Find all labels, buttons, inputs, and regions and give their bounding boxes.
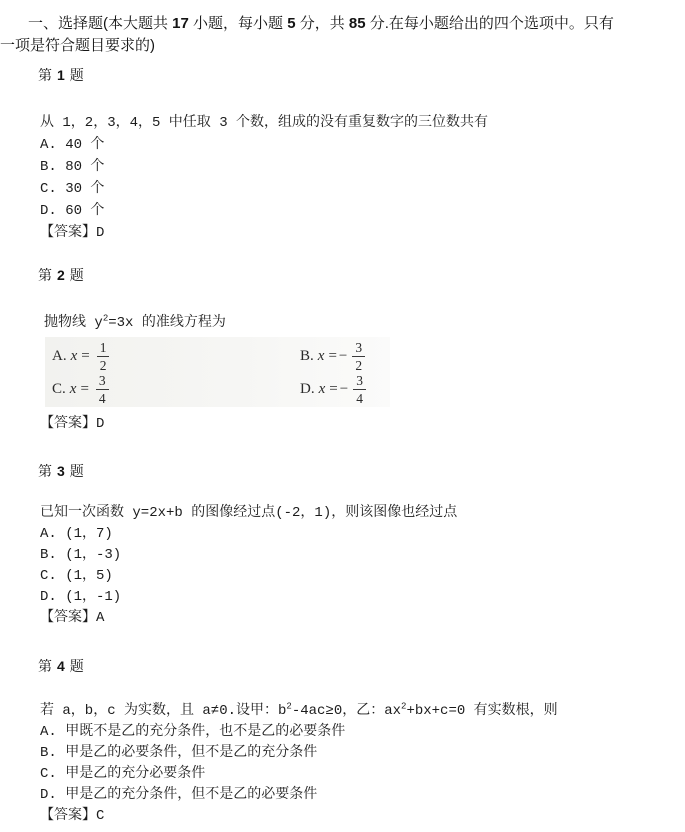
option-c: C. (1，5): [40, 568, 113, 584]
answer-line: [40, 806, 558, 827]
answer-label: 【答案】: [40, 808, 96, 824]
question-3-title: [38, 461, 84, 481]
answer-value: C: [96, 808, 105, 824]
option-d: D. 60 个: [40, 203, 105, 219]
question-text-part: +bx+c=0 有实数根，则: [406, 703, 558, 719]
option-c: C. 30 个: [40, 181, 105, 197]
question-2-text-block: [44, 312, 226, 334]
header-text: 一、选择题(本大题共: [28, 15, 173, 32]
fraction: [97, 340, 110, 373]
option-b: B. 80 个: [40, 159, 105, 175]
question-text: [40, 701, 558, 722]
fraction-numerator: 3: [353, 373, 366, 390]
section-header: [0, 13, 682, 57]
question-prefix: 第: [38, 67, 52, 83]
fraction-numerator: 1: [97, 340, 110, 357]
option-d: D. 甲是乙的充分条件，但不是乙的必要条件: [40, 787, 318, 803]
option-a: A. (1，7): [40, 526, 113, 542]
equals-sign: =: [81, 348, 90, 365]
question-1-title: [38, 65, 84, 85]
question-suffix: 题: [69, 267, 84, 283]
fraction-denominator: 4: [356, 391, 363, 407]
question-text-part: 抛物线 y: [44, 315, 103, 331]
fraction-denominator: 2: [355, 358, 363, 374]
option-label: C.: [52, 381, 66, 398]
answer-value: D: [96, 416, 105, 432]
option-d: [300, 373, 390, 406]
option-b: B. (1，-3): [40, 547, 122, 563]
header-count-questions: 17: [172, 15, 189, 32]
header-text: 分.在每小题给出的四个选项中。只有: [365, 15, 614, 32]
option-a: A. 甲既不是乙的充分条件，也不是乙的必要条件: [40, 724, 346, 740]
minus-sign: −: [338, 348, 348, 365]
section-header-line-1: [0, 13, 682, 35]
header-text: 分，共: [295, 15, 349, 32]
header-points-each: 5: [287, 15, 296, 32]
math-variable: x: [69, 381, 77, 398]
question-suffix: 题: [69, 658, 84, 674]
equals-sign: =: [80, 381, 89, 398]
fraction-numerator: 3: [352, 340, 365, 357]
question-prefix: 第: [38, 658, 52, 674]
answer-label: 【答案】: [40, 416, 96, 432]
answer-line: [40, 222, 488, 244]
q2-options-image: [45, 337, 390, 407]
question-2-answer-block: [40, 413, 104, 435]
question-text-part: 若 a，b，c 为实数，且 a≠0.设甲：b: [40, 703, 287, 719]
superscript: 2: [401, 701, 407, 712]
math-variable: x: [317, 348, 325, 365]
math-variable: x: [70, 348, 78, 365]
option-c: C. 甲是乙的充分必要条件: [40, 766, 206, 782]
equals-sign: =: [328, 348, 337, 365]
section-header-line-2: 一项是符合题目要求的): [0, 37, 155, 54]
fraction: [352, 340, 365, 373]
question-text: 已知一次函数 y=2x+b 的图像经过点(-2，1)，则该图像也经过点: [40, 505, 458, 521]
math-variable: x: [318, 381, 326, 398]
question-number: 2: [57, 267, 65, 283]
question-suffix: 题: [69, 67, 84, 83]
option-label: A.: [52, 348, 67, 365]
option-c: [52, 373, 300, 406]
fraction: [353, 373, 366, 406]
question-text: [44, 312, 226, 334]
fraction-denominator: 4: [98, 391, 106, 407]
question-number: 4: [57, 658, 65, 674]
header-text: 小题，每小题: [188, 15, 288, 32]
equals-sign: =: [329, 381, 338, 398]
question-suffix: 题: [69, 463, 84, 479]
question-2-title: [38, 265, 84, 285]
superscript: 2: [102, 313, 109, 324]
fraction-denominator: 2: [99, 358, 107, 374]
question-1-body: [40, 112, 488, 244]
superscript: 2: [286, 701, 292, 712]
answer-line: [40, 608, 457, 629]
question-3-body: [40, 503, 457, 629]
option-b: [300, 340, 390, 373]
option-label: D.: [300, 381, 315, 398]
question-4-title: [38, 656, 84, 676]
answer-value: D: [96, 225, 105, 241]
answer-value: A: [96, 610, 105, 626]
option-label: B.: [300, 348, 314, 365]
option-a: A. 40 个: [40, 137, 105, 153]
question-text-part: -4ac≥0，乙：ax: [291, 703, 402, 719]
question-number: 3: [57, 463, 65, 479]
option-d: D. (1，-1): [40, 589, 122, 605]
answer-label: 【答案】: [40, 225, 96, 241]
question-text-part: =3x 的准线方程为: [108, 315, 226, 331]
question-text: 从 1，2，3，4，5 中任取 3 个数，组成的没有重复数字的三位数共有: [40, 115, 489, 131]
question-prefix: 第: [38, 463, 52, 479]
question-4-body: [40, 701, 558, 827]
header-points-total: 85: [348, 15, 366, 32]
question-number: 1: [57, 67, 65, 83]
fraction-numerator: 3: [96, 373, 109, 390]
question-prefix: 第: [38, 267, 52, 283]
answer-label: 【答案】: [40, 610, 96, 626]
fraction: [96, 373, 109, 406]
option-b: B. 甲是乙的必要条件，但不是乙的充分条件: [40, 745, 318, 761]
minus-sign: −: [339, 381, 349, 398]
answer-line: [40, 413, 104, 435]
option-a: [52, 340, 300, 373]
